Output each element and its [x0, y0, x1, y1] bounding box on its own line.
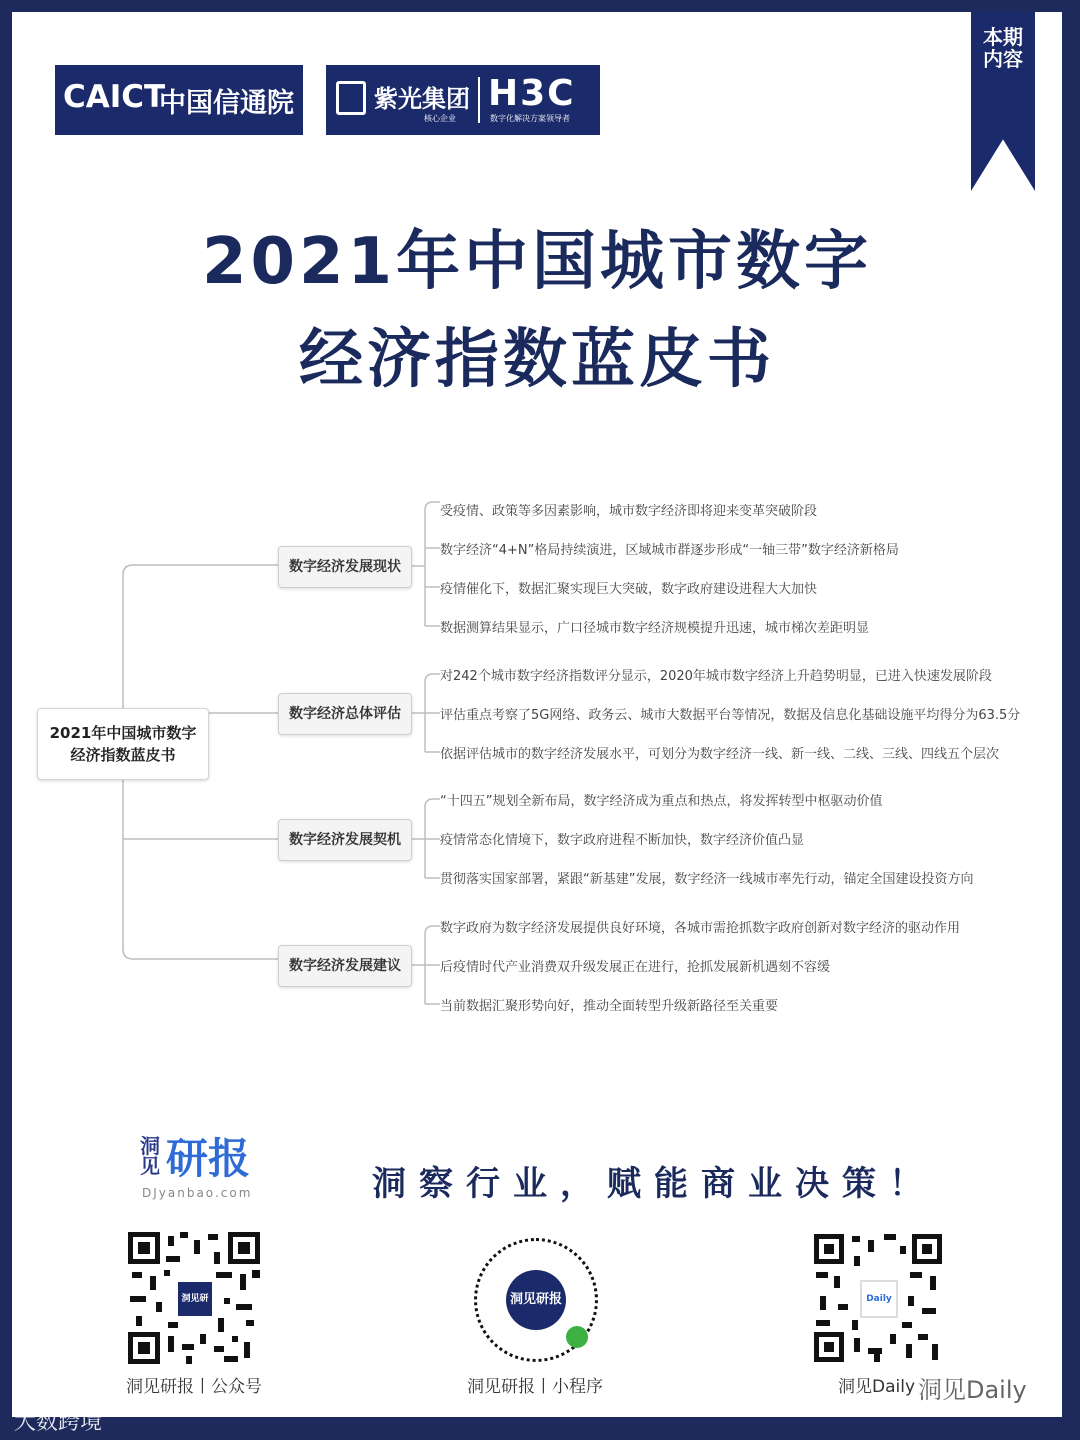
mini-program-center-logo: 洞见研报	[506, 1270, 566, 1330]
leaf-item: 疫情常态化情境下，数字政府进程不断加快，数字经济价值凸显	[440, 833, 805, 848]
leaf-item: 疫情催化下，数据汇聚实现巨大突破，数字政府建设进程大大加快	[440, 582, 818, 597]
caict-logo	[55, 65, 303, 135]
brand-yb: 研报	[166, 1134, 251, 1183]
page-title-line1: 2021年中国城市数字	[201, 225, 873, 299]
leaf-item: 数字政府为数字经济发展提供良好环境，各城市需抢抓数字政府创新对数字经济的驱动作用	[440, 921, 961, 936]
leaf-item: 贯彻落实国家部署，紧跟“新基建”发展，数字经济一线城市率先行动，锚定全国建设投资方向	[440, 872, 974, 887]
qr1-center-logo: 洞见研报	[176, 1280, 214, 1318]
qr3-label: 洞见Daily	[838, 1377, 916, 1397]
watermark-left: 大数跨境	[14, 1410, 103, 1435]
leaf-item: 后疫情时代产业消费双升级发展正在进行，抢抓发展新机遇刻不容缓	[440, 960, 831, 975]
mind-map	[12, 462, 1062, 1042]
brand-url: DJyanbao.com	[142, 1186, 253, 1200]
h3c-logo-sub1: 核心企业	[424, 114, 456, 123]
leaf-item: “十四五”规划全新布局，数字经济成为重点和热点，将发挥转型中枢驱动价值	[440, 794, 883, 809]
branch-node: 数字经济发展现状	[278, 546, 412, 588]
djyanbao-logo	[140, 1136, 270, 1206]
caict-logo-en: CAICT	[63, 79, 166, 115]
qr2-label: 洞见研报丨小程序	[467, 1377, 603, 1397]
page-title-line2: 经济指数蓝皮书	[299, 323, 775, 397]
leaf-item: 评估重点考察了5G网络、政务云、城市大数据平台等情况，数据及信息化基础设施平均得分为63.5分	[440, 708, 1021, 723]
qr-code-official-account[interactable]	[128, 1232, 260, 1364]
qr1-label: 洞见研报丨公众号	[126, 1377, 262, 1397]
caict-logo-cn: 中国信通院	[159, 88, 294, 119]
ribbon-label: 本期内容	[983, 25, 1023, 71]
root-line2: 经济指数蓝皮书	[70, 746, 176, 764]
root-line1: 2021年中国城市数字	[49, 724, 197, 742]
qr-code-daily[interactable]	[814, 1234, 942, 1362]
h3c-logo-en: H3C	[488, 73, 576, 114]
branch-node: 数字经济发展契机	[278, 819, 412, 861]
leaf-item: 当前数据汇聚形势向好，推动全面转型升级新路径至关重要	[440, 999, 779, 1014]
branch-node: 数字经济发展建议	[278, 945, 412, 987]
qr3-center-logo: Daily	[860, 1280, 898, 1318]
brand-dj: 洞见	[140, 1134, 160, 1178]
watermark-right: 洞见Daily	[918, 1376, 1027, 1404]
h3c-logo-cn: 紫光集团	[374, 85, 470, 113]
slogan: 洞察行业，赋能商业决策！	[372, 1164, 936, 1204]
h3c-logo-divider	[478, 77, 480, 123]
mini-program-badge-icon	[566, 1326, 588, 1348]
leaf-item: 数字经济“4+N”格局持续演进，区域城市群逐步形成“一轴三带”数字经济新格局	[440, 543, 899, 558]
branch-node: 数字经济总体评估	[278, 693, 412, 735]
unis-logo-icon	[336, 81, 366, 115]
leaf-item: 受疫情、政策等多因素影响，城市数字经济即将迎来变革突破阶段	[440, 504, 818, 519]
h3c-logo-sub2: 数字化解决方案领导者	[490, 114, 570, 123]
leaf-item: 对242个城市数字经济指数评分显示，2020年城市数字经济上升趋势明显，已进入快速发展阶段	[440, 669, 992, 684]
h3c-logo	[326, 65, 600, 135]
leaf-item: 数据测算结果显示，广口径城市数字经济规模提升迅速，城市梯次差距明显	[440, 621, 870, 636]
leaf-item: 依据评估城市的数字经济发展水平，可划分为数字经济一线、新一线、二线、三线、四线五个层次	[440, 747, 1000, 762]
mind-map-root	[37, 708, 209, 780]
cover-page	[12, 12, 1062, 1417]
